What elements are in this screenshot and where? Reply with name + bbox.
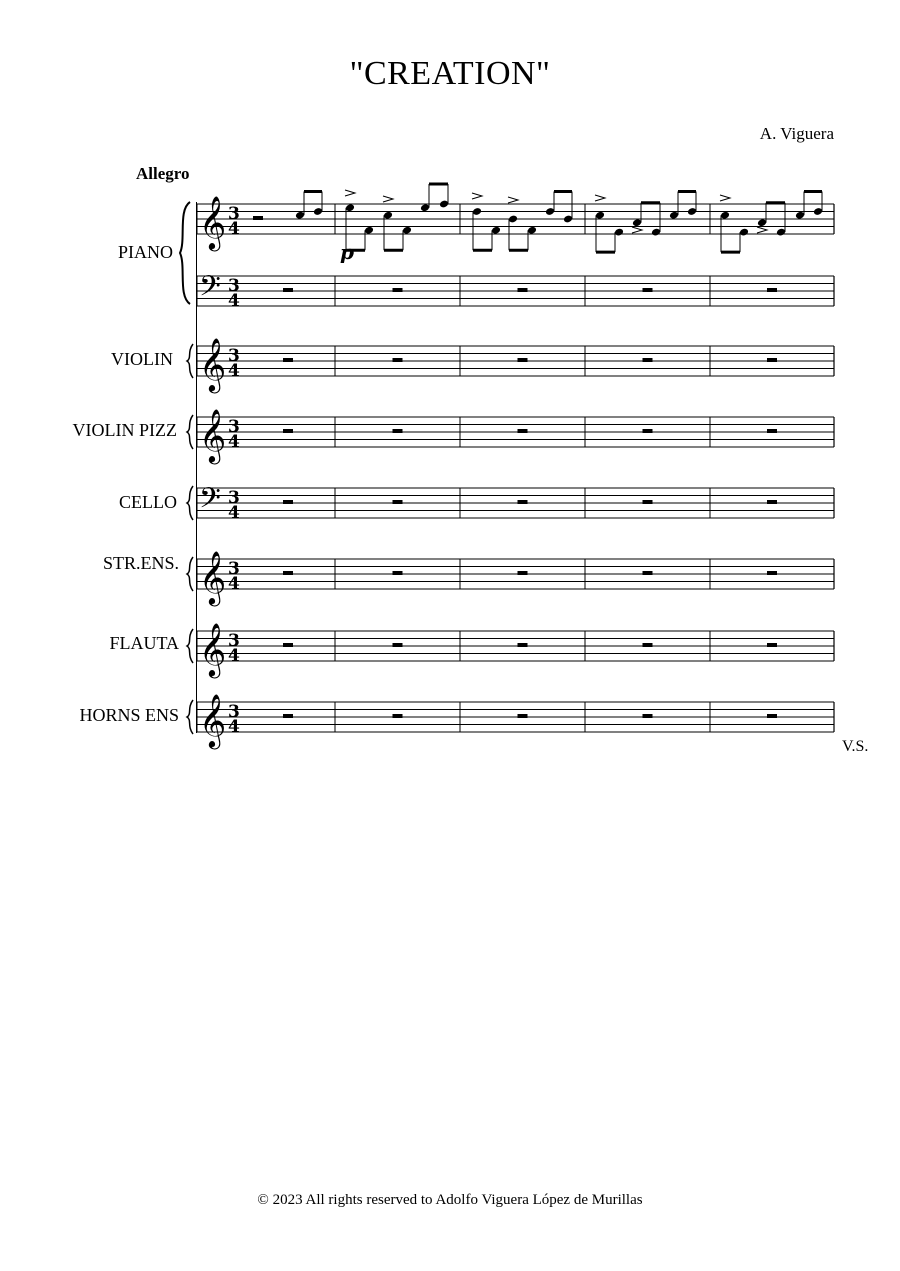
measure-rest <box>643 500 653 504</box>
treble-clef: 𝄞 <box>199 622 227 676</box>
time-signature-bottom: 4 <box>228 219 240 239</box>
measure-rest <box>393 643 403 647</box>
treble-clef: 𝄞 <box>199 195 227 249</box>
treble-clef: 𝄞 <box>199 408 227 462</box>
measure-rest <box>767 643 777 647</box>
measure-rest <box>767 288 777 292</box>
treble-clef: 𝄞 <box>199 693 227 747</box>
time-signature-bottom: 4 <box>228 503 240 523</box>
measure-rest <box>393 358 403 362</box>
time-signature-top: 3 <box>228 488 240 508</box>
instrument-brace <box>187 557 193 591</box>
treble-clef: 𝄞 <box>199 550 227 604</box>
measure-rest <box>518 571 528 575</box>
measure-rest <box>767 714 777 718</box>
instrument-label-violin-pizz: VIOLIN PIZZ <box>72 420 177 440</box>
time-signature-top: 3 <box>228 204 240 224</box>
time-signature-top: 3 <box>228 417 240 437</box>
time-signature-top: 3 <box>228 631 240 651</box>
accent-mark <box>472 193 482 199</box>
time-signature-bottom: 4 <box>228 291 240 311</box>
volti-subito-marking: V.S. <box>842 738 869 755</box>
measure-rest <box>393 500 403 504</box>
instrument-brace <box>187 415 193 449</box>
measure-rest <box>643 643 653 647</box>
measure-rest <box>518 643 528 647</box>
accent-mark <box>595 195 605 201</box>
instrument-label-strings-ensemble: STR.ENS. <box>102 553 179 573</box>
measure-rest <box>518 500 528 504</box>
instrument-label-horns-ensemble: HORNS ENS <box>79 705 179 725</box>
measure-rest <box>518 714 528 718</box>
instrument-brace <box>187 344 193 378</box>
piano-brace <box>180 202 190 304</box>
time-signature-top: 3 <box>228 702 240 722</box>
measure-rest <box>283 500 293 504</box>
instrument-brace <box>187 700 193 734</box>
measure-rest <box>767 571 777 575</box>
measure-rest <box>283 358 293 362</box>
accent-mark <box>345 190 355 196</box>
accent-mark <box>757 227 767 233</box>
time-signature-bottom: 4 <box>228 646 240 666</box>
measure-rest <box>643 358 653 362</box>
time-signature-bottom: 4 <box>228 361 240 381</box>
dynamic-piano-marking: p <box>340 240 354 264</box>
treble-clef: 𝄞 <box>199 337 227 391</box>
instrument-label-flute: FLAUTA <box>109 633 179 653</box>
measure-rest <box>393 288 403 292</box>
measure-rest <box>643 571 653 575</box>
time-signature-bottom: 4 <box>228 717 240 737</box>
instrument-brace <box>187 629 193 663</box>
time-signature-bottom: 4 <box>228 574 240 594</box>
bass-clef: 𝄢 <box>199 270 221 310</box>
measure-rest <box>283 571 293 575</box>
time-signature-top: 3 <box>228 559 240 579</box>
copyright-footer: © 2023 All rights reserved to Adolfo Viguera López de Murillas <box>257 1192 643 1208</box>
instrument-label-piano: PIANO <box>117 242 173 262</box>
measure-rest <box>393 714 403 718</box>
instrument-label-violin: VIOLIN <box>111 349 173 369</box>
measure-rest <box>643 429 653 433</box>
measure-rest <box>283 429 293 433</box>
accent-mark <box>720 195 730 201</box>
instrument-braces <box>187 344 193 734</box>
measure-rest <box>393 571 403 575</box>
measure-rest <box>767 500 777 504</box>
measure-rest <box>283 714 293 718</box>
tempo-marking: Allegro <box>136 164 190 183</box>
measure-rest <box>518 288 528 292</box>
accent-mark <box>508 197 518 203</box>
time-signature-top: 3 <box>228 346 240 366</box>
measure-rest <box>643 288 653 292</box>
composer-name: A. Viguera <box>759 124 834 143</box>
accent-mark <box>632 227 642 233</box>
measure-rest <box>643 714 653 718</box>
instrument-label-cello: CELLO <box>119 492 177 512</box>
measure-rest <box>253 216 263 220</box>
measure-rest <box>393 429 403 433</box>
measure-rest <box>767 429 777 433</box>
bass-clef: 𝄢 <box>199 482 221 522</box>
measure-rest <box>283 288 293 292</box>
time-signature-bottom: 4 <box>228 432 240 452</box>
clefs <box>199 195 240 749</box>
score-title: "CREATION" <box>349 55 551 92</box>
accent-mark <box>383 196 393 202</box>
measure-rest <box>518 429 528 433</box>
time-signature-top: 3 <box>228 276 240 296</box>
measure-rest <box>283 643 293 647</box>
measure-rest <box>767 358 777 362</box>
piano-melody-notes <box>295 184 823 252</box>
instrument-brace <box>187 486 193 520</box>
measure-rest <box>518 358 528 362</box>
